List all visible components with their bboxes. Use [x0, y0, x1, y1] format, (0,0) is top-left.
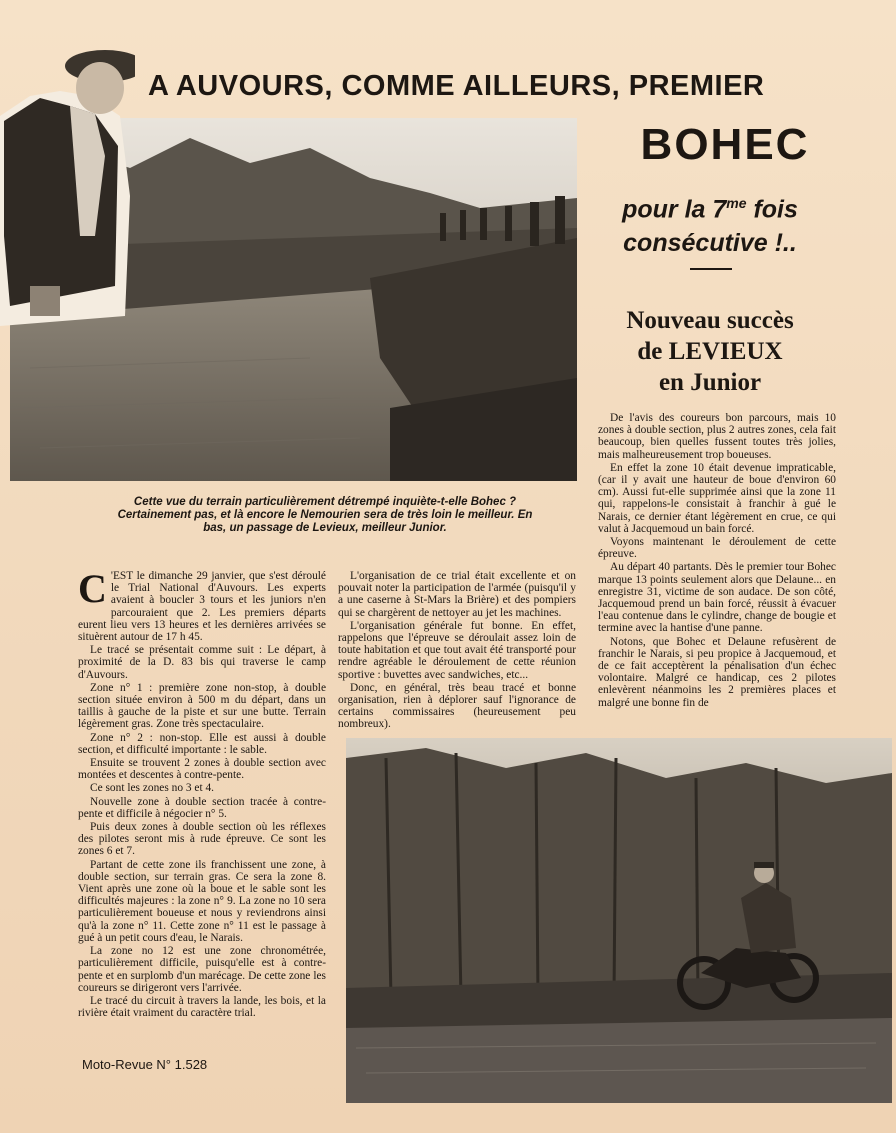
paragraph	[78, 566, 326, 644]
article-column-1	[78, 566, 326, 1020]
article-column-3	[598, 412, 836, 710]
paragraph: Voyons maintenant le déroulement de cette épreuve.	[598, 536, 836, 561]
article-column-2	[338, 570, 576, 732]
paragraph: Au départ 40 partants. Dès le premier tour Bohec marque 13 points seulement alors que Delaune... en enregistre 31, victime de son audace. De son côté, Jacquemoud prend un bain forcé, réussit à évacuer l'eau contenue dans le cylindre, change de bougie et termine avec la hantise d'une panne.	[598, 561, 836, 635]
sub2-line2: de LEVIEUX	[637, 338, 783, 365]
drop-cap: C	[78, 566, 107, 611]
rider-portrait-photo	[0, 36, 135, 326]
subline-line2: consécutive !..	[623, 229, 797, 258]
paragraph: Donc, en général, très beau tracé et bonne organisation, rien à déplorer sauf l'ignorance de certains commissaires (heureusement peu nombreux).	[338, 681, 576, 731]
paragraph: Nouvelle zone à double section tracée à contre-pente et difficile à négocier n° 5.	[78, 795, 326, 820]
sub2-line1: Nouveau succès	[626, 307, 794, 334]
paragraph-text: 'EST le dimanche 29 janvier, que s'est déroulé le Trial National d'Auvours. Les experts avaient à boucler 3 tours et les juniors n'en parcouraient que 2. Les premiers départs eurent lieu vers 13 heures et les dernières arrivées se situèrent autour de 17 h 45.	[78, 570, 326, 644]
subline-part2: fois	[746, 195, 798, 224]
paragraph: Zone n° 2 : non-stop. Elle est aussi à double section, et difficulté importante : le sable.	[78, 731, 326, 756]
paragraph: De l'avis des coureurs bon parcours, mais 10 zones à double section, plus 2 autres zones, cela fait beaucoup, bien quelles fussent toutes très jolies, mais malheureusement trop boueuses.	[598, 412, 836, 461]
paragraph: Zone n° 1 : première zone non-stop, à double section située environ à 500 m du départ, dans un taillis à gauche de la piste et sur une butte. Terrain légèrement gras. Zone très spectaculaire.	[78, 681, 326, 731]
page-footer: Moto-Revue N° 1.528	[82, 1057, 208, 1072]
paragraph: L'organisation de ce trial était excellente et on pouvait noter la participation de l'armée (puisqu'il y a une caserne à St-Mars la Brière) et des pompiers qui se chargèrent de nettoyer au jet les machines.	[338, 570, 576, 619]
paragraph: Puis deux zones à double section où les réflexes des pilotes seront mis à rude épreuve. Ce sont les zones 6 et 7.	[78, 821, 326, 858]
motorcycle-crossing-photo	[346, 738, 892, 1103]
article-headline: A AUVOURS, COMME AILLEURS, PREMIER	[148, 70, 765, 102]
paragraph: La zone no 12 est une zone chronométrée, particulièrement difficile, puisqu'elle est à contre-pente et en surplomb d'un marécage. De cette zone les coureurs se dirigeront vers l'arrivée.	[78, 945, 326, 994]
paragraph: Notons, que Bohec et Delaune refusèrent de franchir le Narais, si peu propice à Jacquemoud, et de ce fait acceptèrent la pénalisation d'un échec volontaire. Malgré ce handicap, ces 2 pilotes enlevèrent néanmoins les 2 premières places et malgré une bonne fin de	[598, 635, 836, 709]
paragraph: Ce sont les zones no 3 et 4.	[90, 782, 215, 795]
sub2-line3: en Junior	[658, 369, 762, 396]
paragraph: Le tracé du circuit à travers la lande, les bois, et la rivière était vraiment du caractère trial.	[78, 994, 326, 1020]
subline-part1: pour la 7	[622, 195, 727, 224]
subheadline	[575, 186, 845, 260]
secondary-headline	[580, 305, 840, 398]
subline-sup: me	[726, 195, 747, 211]
paragraph: Ensuite se trouvent 2 zones à double section avec montées et descentes à contre-pente.	[78, 757, 326, 782]
paragraph: L'organisation générale fut bonne. En effet, rappelons que l'épreuve se déroulait assez loin de toute habitation et que tout avait été transporté pour rendre agréable le déroulement de cette réunion sportive : buvettes avec sandwiches, etc...	[338, 619, 576, 681]
photo-caption: Cette vue du terrain particulièrement détrempé inquiète-t-elle Bohec ? Certainement pas, et là encore le Nemourien sera de très loin le meilleur. En bas, un passage de Levieux, meilleur Junior.	[117, 496, 533, 534]
divider	[690, 268, 732, 270]
paragraph: Partant de cette zone ils franchissent une zone, à double section, sur terrain gras. Ce sera la zone 8. Vient après une zone où la boue et le sable sont les difficultés majeures : la zone n° 9. La zone no 10 sera particulièrement boueuse et nous y reviendrons ainsi qu'à la zone n° 11. Cette zone n° 11 est le passage à gué à un petit cours d'eau, le Narais.	[78, 858, 326, 944]
paragraph: Le tracé se présentait comme suit : Le départ, à proximité de la D. 83 bis qui traverse le camp d'Auvours.	[78, 644, 326, 681]
rider-name-title: BOHEC	[640, 120, 810, 169]
paragraph: En effet la zone 10 était devenue impraticable, (car il y avait une hauteur de boue d'environ 60 cm). Aussi fut-elle supprimée ainsi que la zone 11 qui, rappelons-le consistait à franchir à gué le Narais, ce dernier étant légèrement en crue, ce qui valut à Jacquemoud un bain forcé.	[598, 461, 836, 535]
